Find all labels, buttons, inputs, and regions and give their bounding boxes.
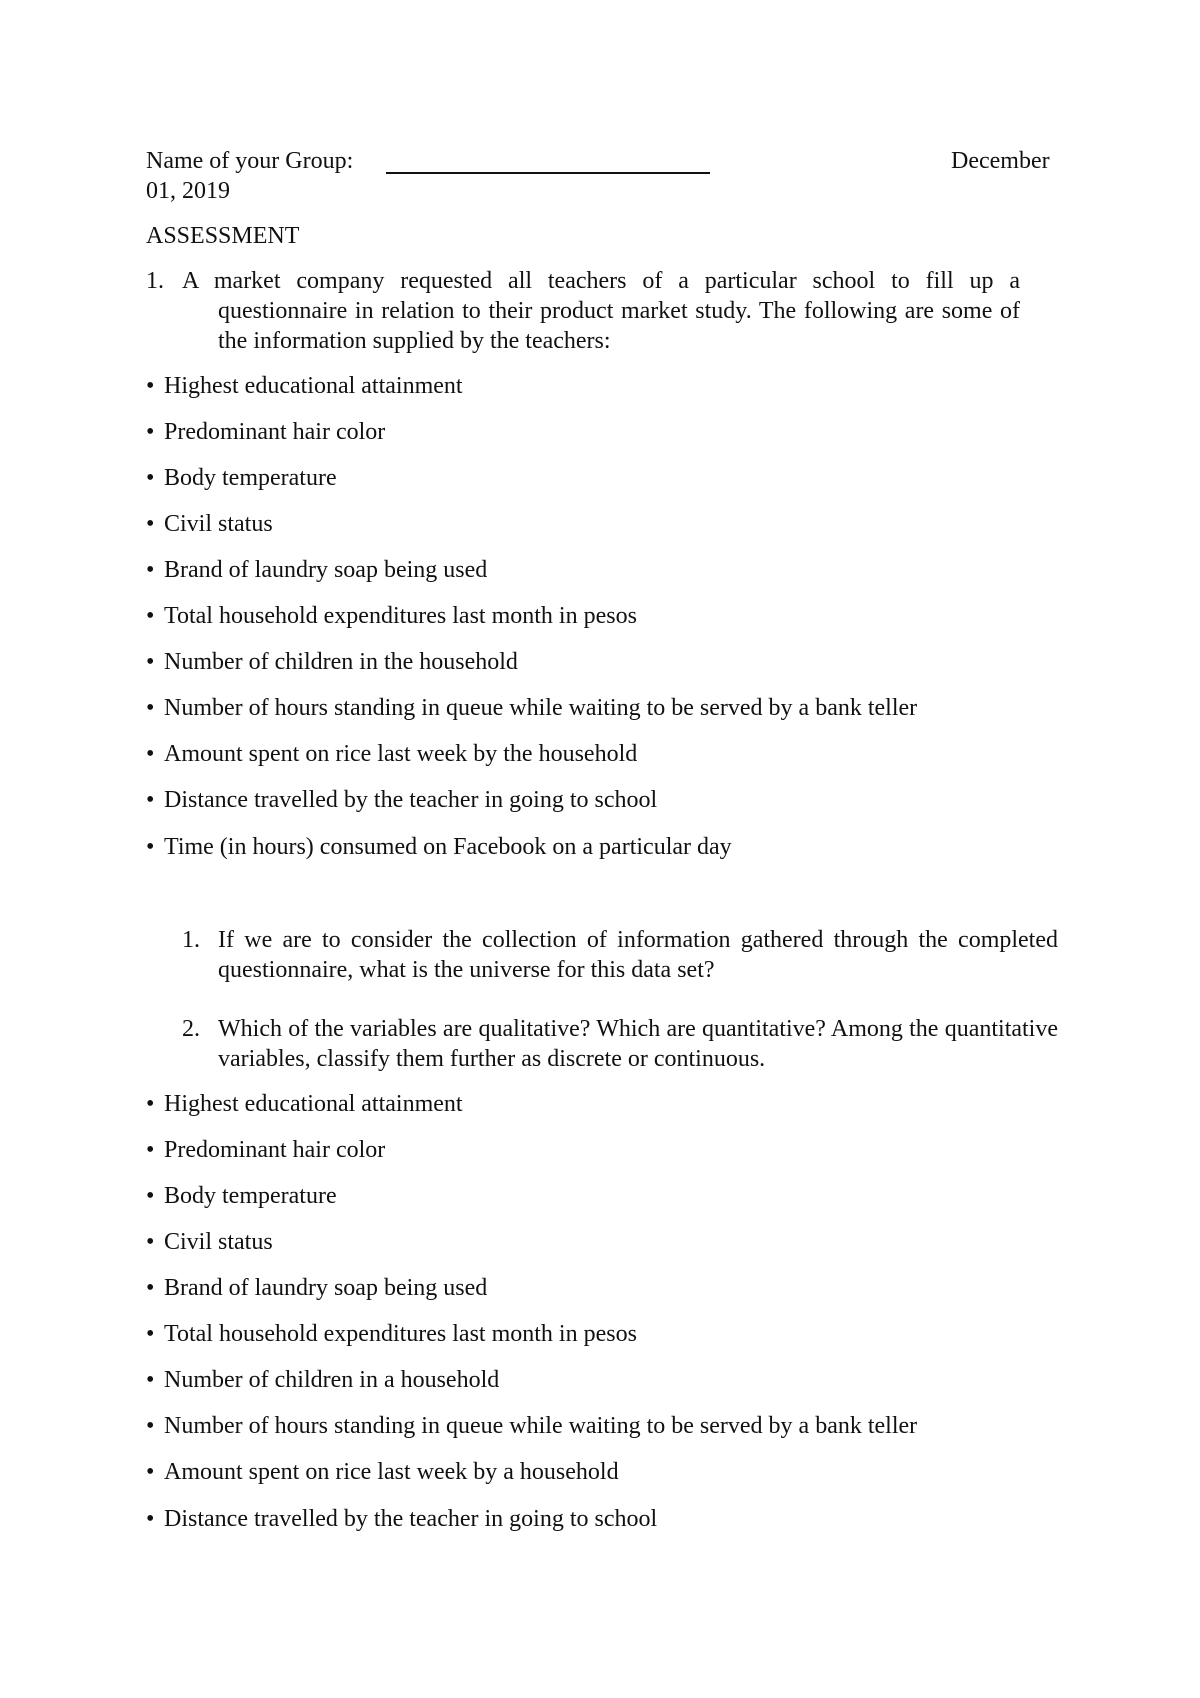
list1-item-7 <box>146 647 518 677</box>
list-item-text: Total household expenditures last month in pesos <box>164 603 637 629</box>
subquestion1-text: If we are to consider the collection of information gathered through the completed questionnaire, what is the universe for this data set? <box>218 927 1058 983</box>
bullet-icon: • <box>146 1506 155 1532</box>
list1-item-11 <box>146 832 732 862</box>
bullet-icon: • <box>146 1183 155 1209</box>
group-name-blank <box>386 172 710 174</box>
list1-item-5 <box>146 555 487 585</box>
list1-item-2 <box>146 417 385 447</box>
list2-item-2 <box>146 1135 385 1165</box>
list-item-text: Predominant hair color <box>164 1137 386 1163</box>
bullet-icon: • <box>146 419 155 445</box>
bullet-icon: • <box>146 373 155 399</box>
list-item-text: Highest educational attainment <box>164 373 463 399</box>
list-item-text: Time (in hours) consumed on Facebook on a particular day <box>164 834 732 860</box>
list2-item-7 <box>146 1365 499 1395</box>
bullet-icon: • <box>146 741 155 767</box>
bullet-icon: • <box>146 1413 155 1439</box>
list-item-text: Number of children in a household <box>164 1367 500 1393</box>
list1-item-4 <box>146 509 273 539</box>
list-item-text: Total household expenditures last month in pesos <box>164 1321 637 1347</box>
list-item-text: Highest educational attainment <box>164 1091 463 1117</box>
subquestion2-text: Which of the variables are qualitative? Which are quantitative? Among the quantitative variables, classify them further as discrete or continuous. <box>218 1016 1058 1072</box>
list1-item-8 <box>146 693 917 723</box>
list2-item-5 <box>146 1273 487 1303</box>
list-item-text: Brand of laundry soap being used <box>164 1275 488 1301</box>
bullet-icon: • <box>146 1229 155 1255</box>
list-item-text: Brand of laundry soap being used <box>164 557 488 583</box>
question1-text-block <box>182 266 1020 356</box>
list2-item-3 <box>146 1181 337 1211</box>
list1-item-6 <box>146 601 637 631</box>
list1-item-1 <box>146 371 463 401</box>
list1-item-9 <box>146 739 637 769</box>
group-name-label: Name of your Group: <box>146 148 354 174</box>
bullet-icon: • <box>146 511 155 537</box>
bullet-icon: • <box>146 1137 155 1163</box>
list2-item-4 <box>146 1227 273 1257</box>
date-text-part1: December <box>951 148 1050 174</box>
list2-item-8 <box>146 1411 917 1441</box>
list-item-text: Distance travelled by the teacher in going to school <box>164 787 658 813</box>
list-item-text: Number of hours standing in queue while waiting to be served by a bank teller <box>164 695 918 721</box>
list1-item-10 <box>146 785 657 815</box>
list2-item-1 <box>146 1089 463 1119</box>
list-item-text: Number of children in the household <box>164 649 518 675</box>
bullet-icon: • <box>146 695 155 721</box>
list-item-text: Civil status <box>164 511 273 537</box>
list-item-text: Predominant hair color <box>164 419 386 445</box>
bullet-icon: • <box>146 1367 155 1393</box>
list-item-text: Body temperature <box>164 1183 337 1209</box>
assessment-title: ASSESSMENT <box>146 223 300 249</box>
list-item-text: Body temperature <box>164 465 337 491</box>
list2-item-9 <box>146 1457 619 1487</box>
bullet-icon: • <box>146 1275 155 1301</box>
bullet-icon: • <box>146 1321 155 1347</box>
question1-number: 1. <box>146 268 164 294</box>
list-item-text: Distance travelled by the teacher in going to school <box>164 1506 658 1532</box>
subquestion2-number: 2. <box>182 1016 200 1042</box>
list1-item-3 <box>146 463 337 493</box>
bullet-icon: • <box>146 1091 155 1117</box>
list-item-text: Amount spent on rice last week by a household <box>164 1459 619 1485</box>
bullet-icon: • <box>146 787 155 813</box>
question1-text: A market company requested all teachers of a particular school to fill up a questionnaire in relation to their product market study. The following are some of the information supplied by the teachers: <box>182 268 1020 354</box>
list-item-text: Amount spent on rice last week by the household <box>164 741 638 767</box>
bullet-icon: • <box>146 649 155 675</box>
subquestion1-number: 1. <box>182 927 200 953</box>
bullet-icon: • <box>146 465 155 491</box>
list-item-text: Civil status <box>164 1229 273 1255</box>
date-text-part2: 01, 2019 <box>146 178 230 204</box>
bullet-icon: • <box>146 1459 155 1485</box>
list2-item-6 <box>146 1319 637 1349</box>
list-item-text: Number of hours standing in queue while waiting to be served by a bank teller <box>164 1413 918 1439</box>
bullet-icon: • <box>146 834 155 860</box>
list2-item-10 <box>146 1504 657 1534</box>
bullet-icon: • <box>146 603 155 629</box>
bullet-icon: • <box>146 557 155 583</box>
